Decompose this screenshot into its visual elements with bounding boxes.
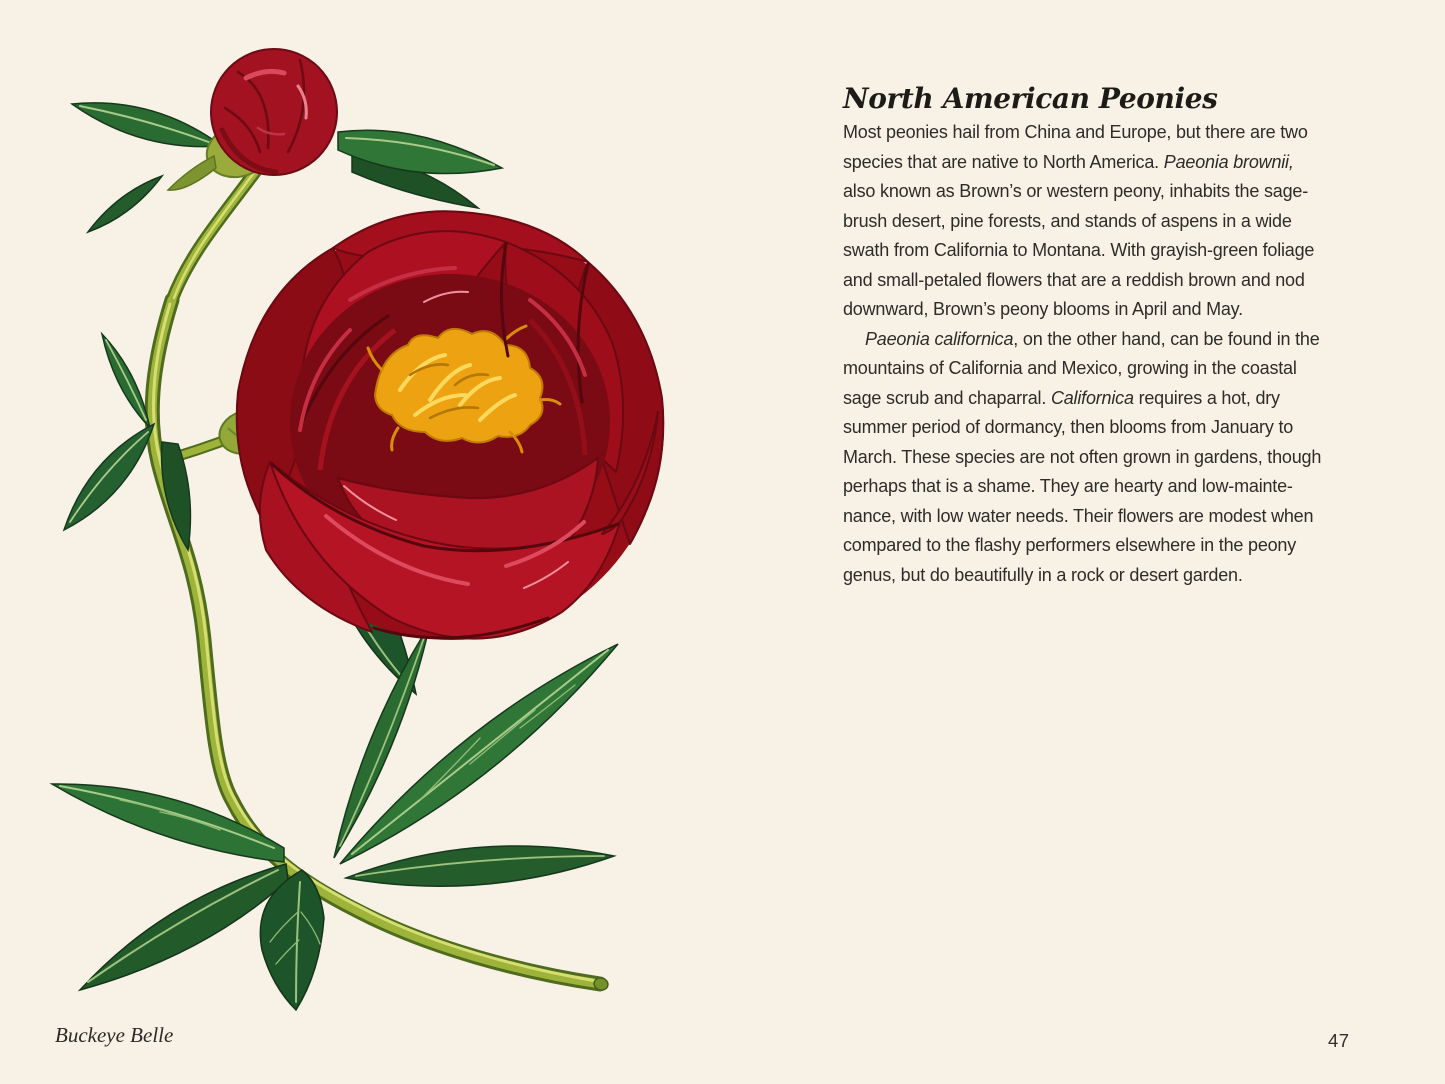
text-line: Most peonies hail from China and Europe, but there are two [843,122,1308,142]
illustration-caption: Buckeye Belle [55,1023,174,1047]
text-line: and small-petaled flowers that are a reddish brown and nod [843,269,1305,290]
text-line: compared to the flashy performers elsewhere in the peony [843,535,1297,555]
paragraph [843,325,1363,591]
leaf [346,846,614,886]
text-line: nance, with low water needs. Their flowers are modest when [843,505,1314,526]
text-line: March. These species are not often grown in gardens, though [843,446,1322,467]
leaf [80,864,288,990]
text-line: perhaps that is a shame. They are hearty and low-mainte- [843,476,1293,496]
article-column [843,80,1363,590]
leaf [88,176,162,232]
text-line: species that are native to North America. Paeonia brownii, [843,151,1294,172]
text-line: genus, but do beautifully in a rock or desert garden. [843,564,1243,585]
page-number: 47 [1328,1030,1350,1051]
text-line: sage scrub and chaparral. Californica requires a hot, dry [843,387,1280,408]
text-line: mountains of California and Mexico, growing in the coastal [843,358,1297,378]
leaf [64,424,154,530]
page-title: North American Peonies [843,82,1218,115]
text-line: also known as Brown’s or western peony, inhabits the sage- [843,181,1308,201]
flower-bloom [237,211,664,640]
text-line: downward, Brown’s peony blooms in April and May. [843,299,1243,319]
article-body [843,118,1363,590]
flower-bud [168,49,337,190]
paragraph [843,118,1363,325]
text-line: Paeonia californica, on the other hand, can be found in the [865,328,1320,349]
text-line: brush desert, pine forests, and stands of aspens in a wide [843,210,1292,231]
text-line: swath from California to Montana. With grayish-green foliage [843,240,1315,260]
text-line: summer period of dormancy, then blooms from January to [843,417,1294,437]
